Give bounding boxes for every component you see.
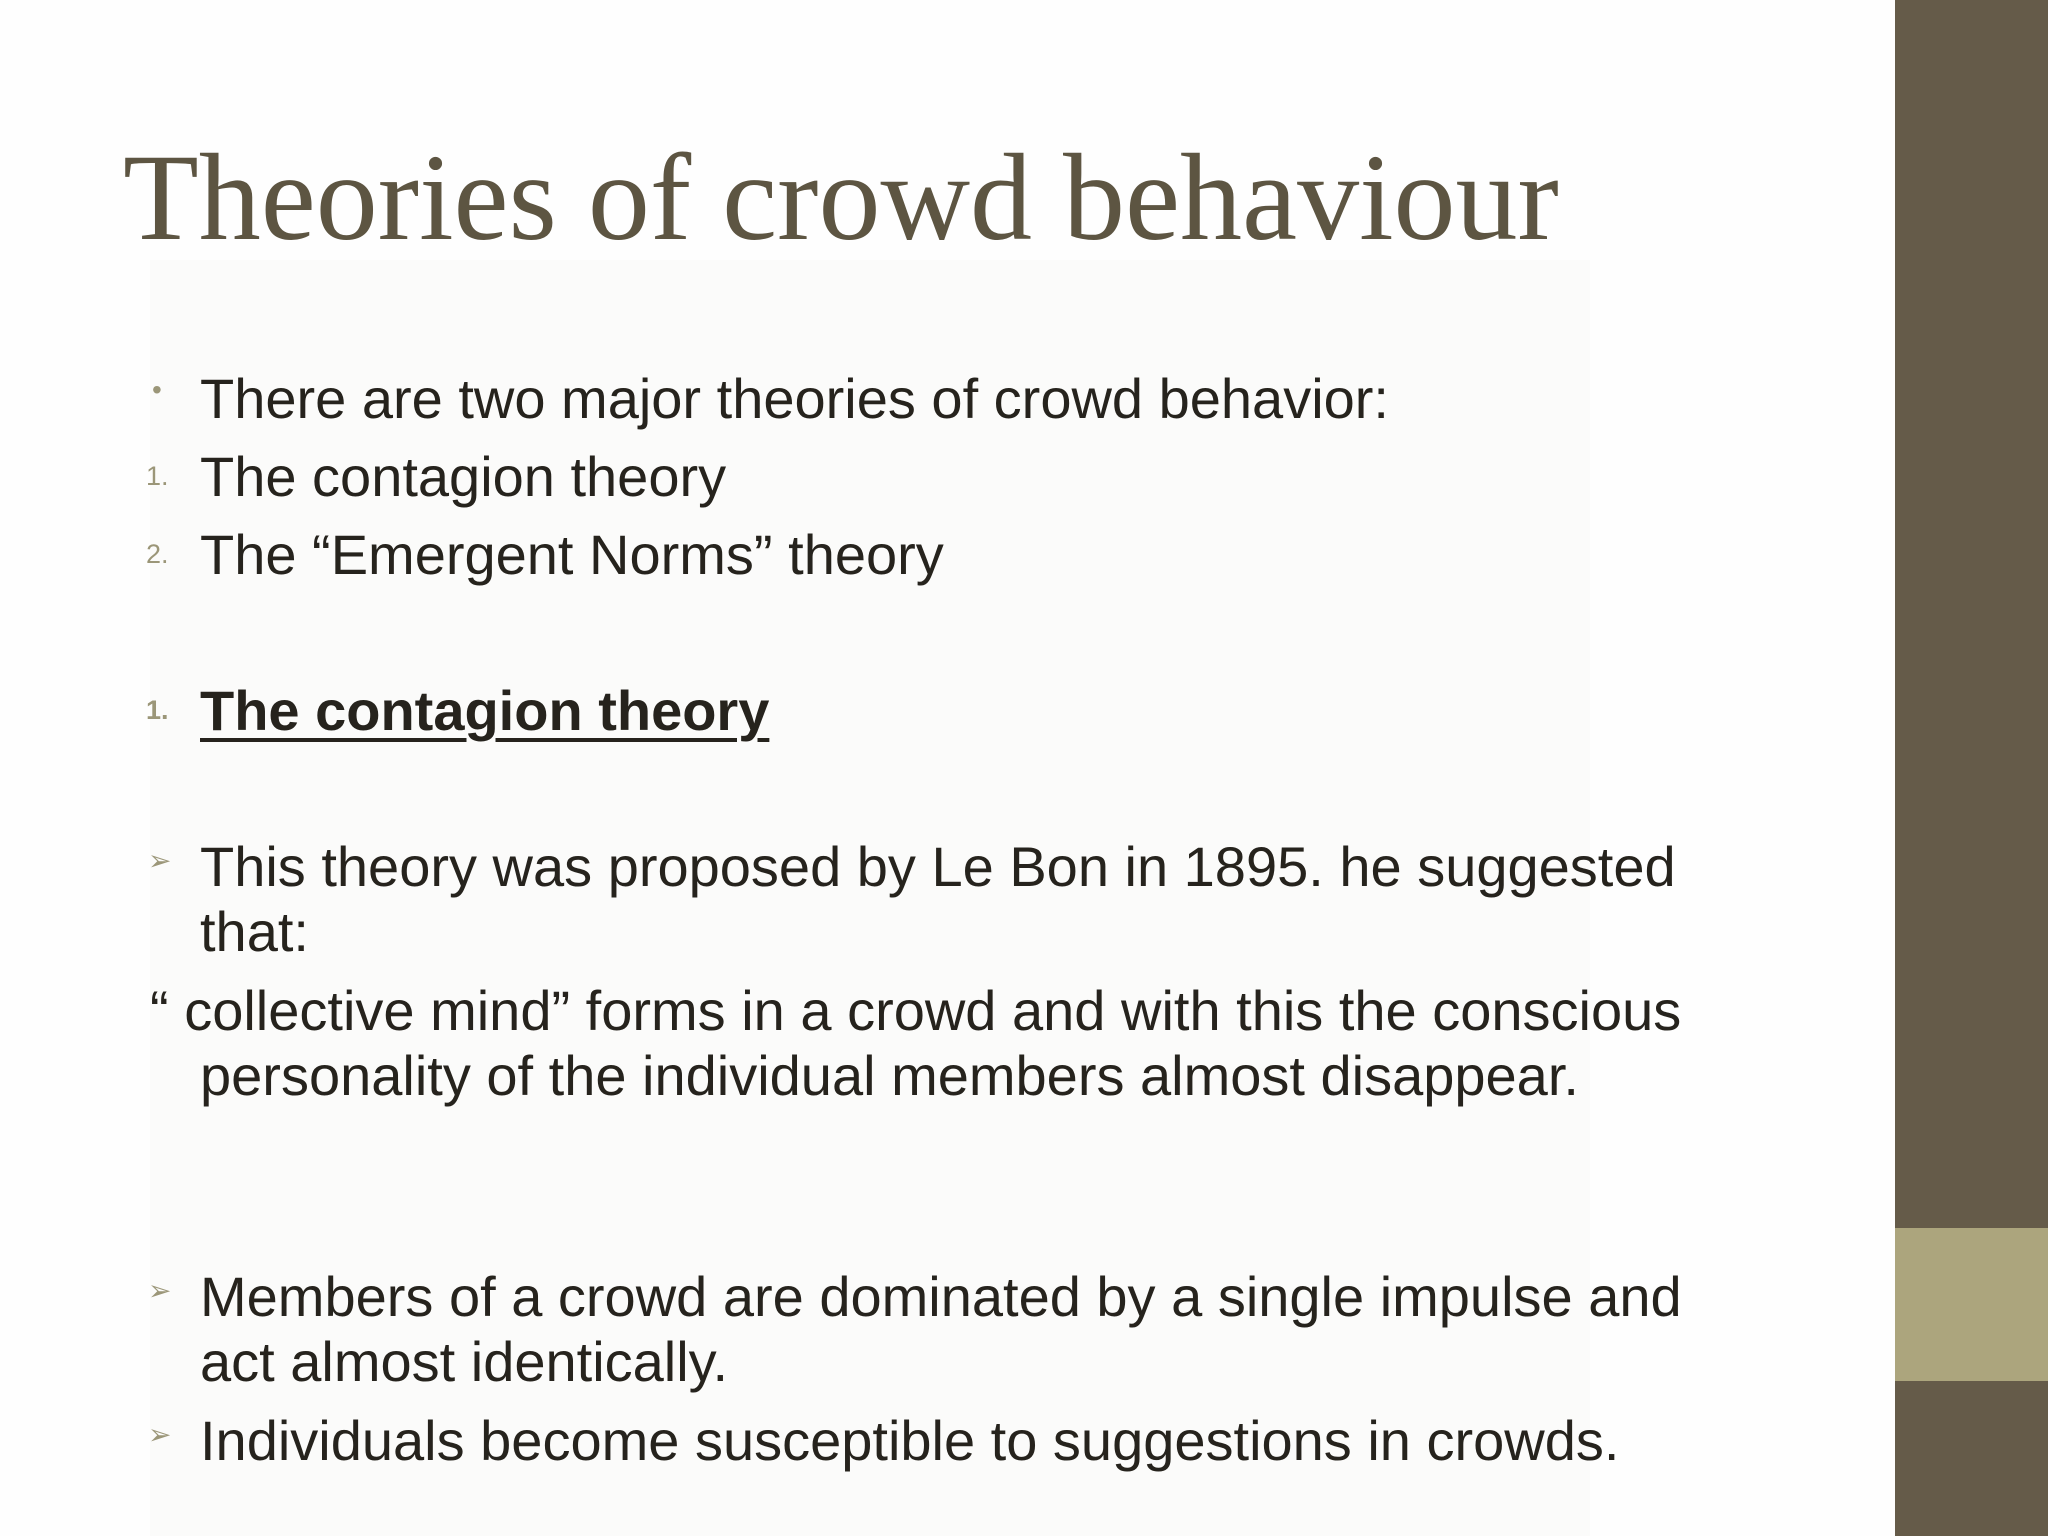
theory-list-item (146, 522, 1760, 587)
theory-label: The contagion theory (200, 445, 727, 508)
point-text: Individuals become susceptible to suggestions in crowds. (200, 1409, 1620, 1472)
point-item (148, 1264, 1760, 1394)
section-number: 1. (146, 695, 169, 725)
slide-title: Theories of crowd behaviour (123, 129, 1559, 266)
section-heading-item (146, 678, 1760, 743)
section-heading: The contagion theory (200, 679, 770, 742)
side-bar-accent (1895, 1228, 2048, 1381)
theory-label: The “Emergent Norms” theory (200, 523, 944, 586)
list-number: 1. (146, 461, 169, 491)
point-text: This theory was proposed by Le Bon in 1895. he suggested that: (200, 835, 1676, 963)
arrow-bullet-icon: ➢ (148, 845, 172, 876)
point-item (148, 834, 1760, 964)
arrow-bullet-icon: ➢ (148, 1275, 172, 1306)
intro-bullet (152, 366, 1760, 431)
quote-paragraph: “ collective mind” forms in a crowd and with this the conscious personality of the individual members almost disappear. (150, 979, 1682, 1107)
point-item (148, 1408, 1760, 1473)
side-bar-dark-bottom (1895, 1381, 2048, 1536)
bullet-dot-icon: • (152, 374, 162, 405)
point-text: Members of a crowd are dominated by a single impulse and act almost identically. (200, 1265, 1682, 1393)
list-number: 2. (146, 539, 169, 569)
theory-list-item (146, 444, 1760, 509)
arrow-bullet-icon: ➢ (148, 1419, 172, 1450)
side-bar-dark-top (1895, 0, 2048, 1228)
intro-text: There are two major theories of crowd behavior: (200, 367, 1389, 430)
